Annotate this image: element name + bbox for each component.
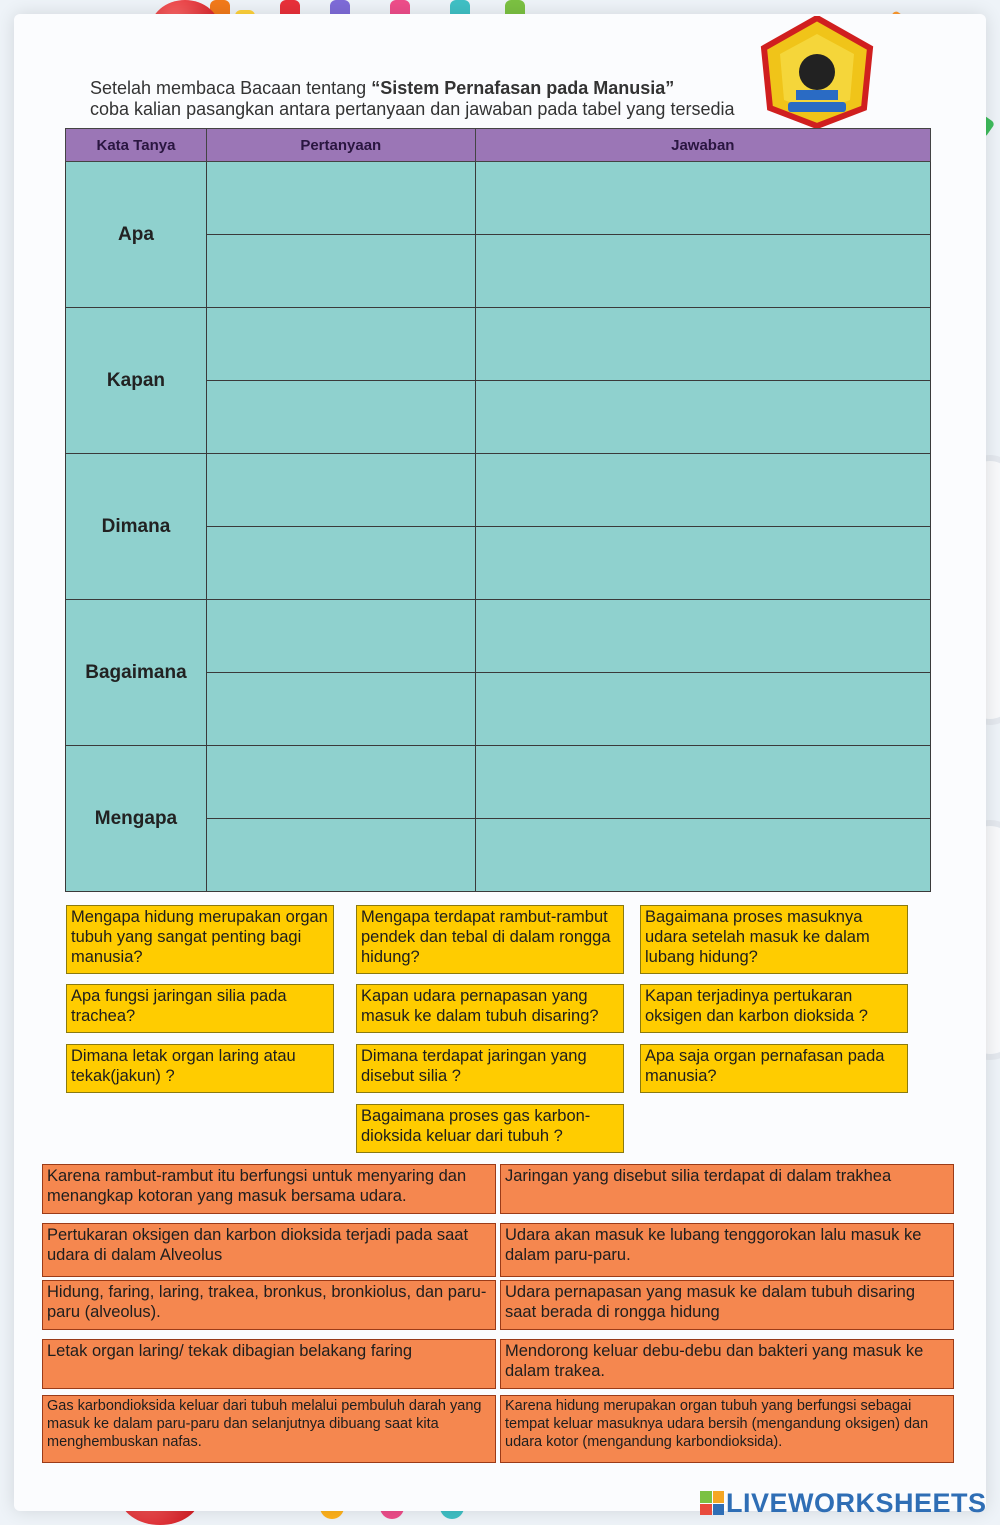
question-drop-slot[interactable] [206, 673, 475, 746]
answer-drop-slot[interactable] [475, 600, 930, 673]
question-drop-slot[interactable] [206, 746, 475, 819]
answer-chip[interactable]: Jaringan yang disebut silia terdapat di dalam trakhea [500, 1164, 954, 1214]
answer-chip[interactable]: Karena rambut-rambut itu berfungsi untuk menyaring dan menangkap kotoran yang masuk bersama udara. [42, 1164, 496, 1214]
question-drop-slot[interactable] [206, 162, 475, 235]
liveworksheets-brand[interactable] [700, 1488, 987, 1518]
question-chip[interactable]: Kapan udara pernapasan yang masuk ke dalam tubuh disaring? [356, 984, 624, 1033]
answer-drop-slot[interactable] [475, 673, 930, 746]
question-drop-slot[interactable] [206, 454, 475, 527]
question-chip[interactable]: Mengapa terdapat rambut-rambut pendek dan tebal di dalam rongga hidung? [356, 905, 624, 974]
question-drop-slot[interactable] [206, 308, 475, 381]
question-drop-slot[interactable] [206, 527, 475, 600]
row-label-kapan: Kapan [66, 308, 207, 454]
answer-chip[interactable]: Karena hidung merupakan organ tubuh yang berfungsi sebagai tempat keluar masuknya udara bersih (mengandung oksigen) dan udara kotor (mengandung karbondioksida). [500, 1395, 954, 1463]
instruction-text [90, 78, 790, 120]
answer-chip[interactable]: Pertukaran oksigen dan karbon dioksida terjadi pada saat udara di dalam Alveolus [42, 1223, 496, 1277]
question-chip[interactable]: Apa saja organ pernafasan pada manusia? [640, 1044, 908, 1093]
liveworksheets-logo-icon [700, 1491, 724, 1515]
answer-drop-slot[interactable] [475, 235, 930, 308]
question-chip[interactable]: Dimana terdapat jaringan yang disebut silia ? [356, 1044, 624, 1093]
instruction-title: “Sistem Pernafasan pada Manusia” [371, 78, 675, 98]
question-chip[interactable]: Bagaimana proses gas karbon-dioksida keluar dari tubuh ? [356, 1104, 624, 1153]
school-logo [758, 16, 876, 128]
instruction-prefix: Setelah membaca Bacaan tentang [90, 78, 372, 98]
answer-chip[interactable]: Letak organ laring/ tekak dibagian belakang faring [42, 1339, 496, 1389]
header-pertanyaan: Pertanyaan [206, 129, 475, 162]
answer-chip[interactable]: Gas karbondioksida keluar dari tubuh melalui pembuluh darah yang masuk ke dalam paru-paru dan selanjutnya dibuang saat kita menghembuskan nafas. [42, 1395, 496, 1463]
brand-name: LIVEWORKSHEETS [726, 1487, 987, 1518]
answer-chip[interactable]: Udara akan masuk ke lubang tenggorokan lalu masuk ke dalam paru-paru. [500, 1223, 954, 1277]
header-kata-tanya: Kata Tanya [66, 129, 207, 162]
question-drop-slot[interactable] [206, 381, 475, 454]
question-chip[interactable]: Mengapa hidung merupakan organ tubuh yang sangat penting bagi manusia? [66, 905, 334, 974]
question-chip[interactable]: Apa fungsi jaringan silia pada trachea? [66, 984, 334, 1033]
answer-drop-slot[interactable] [475, 381, 930, 454]
question-chip[interactable]: Kapan terjadinya pertukaran oksigen dan karbon dioksida ? [640, 984, 908, 1033]
row-label-bagaimana: Bagaimana [66, 600, 207, 746]
answer-drop-slot[interactable] [475, 162, 930, 235]
row-label-mengapa: Mengapa [66, 746, 207, 892]
answer-drop-slot[interactable] [475, 819, 930, 892]
row-label-dimana: Dimana [66, 454, 207, 600]
question-drop-slot[interactable] [206, 235, 475, 308]
instruction-line2: coba kalian pasangkan antara pertanyaan dan jawaban pada tabel yang tersedia [90, 99, 735, 119]
answer-drop-slot[interactable] [475, 454, 930, 527]
question-drop-slot[interactable] [206, 600, 475, 673]
answer-table [65, 128, 931, 892]
answer-chip[interactable]: Hidung, faring, laring, trakea, bronkus, bronkiolus, dan paru-paru (alveolus). [42, 1280, 496, 1330]
answer-chip[interactable]: Udara pernapasan yang masuk ke dalam tubuh disaring saat berada di rongga hidung [500, 1280, 954, 1330]
answer-drop-slot[interactable] [475, 527, 930, 600]
question-drop-slot[interactable] [206, 819, 475, 892]
question-chip[interactable]: Dimana letak organ laring atau tekak(jakun) ? [66, 1044, 334, 1093]
header-jawaban: Jawaban [475, 129, 930, 162]
answer-chip[interactable]: Mendorong keluar debu-debu dan bakteri yang masuk ke dalam trakea. [500, 1339, 954, 1389]
answer-drop-slot[interactable] [475, 746, 930, 819]
question-chip[interactable]: Bagaimana proses masuknya udara setelah masuk ke dalam lubang hidung? [640, 905, 908, 974]
row-label-apa: Apa [66, 162, 207, 308]
answer-drop-slot[interactable] [475, 308, 930, 381]
